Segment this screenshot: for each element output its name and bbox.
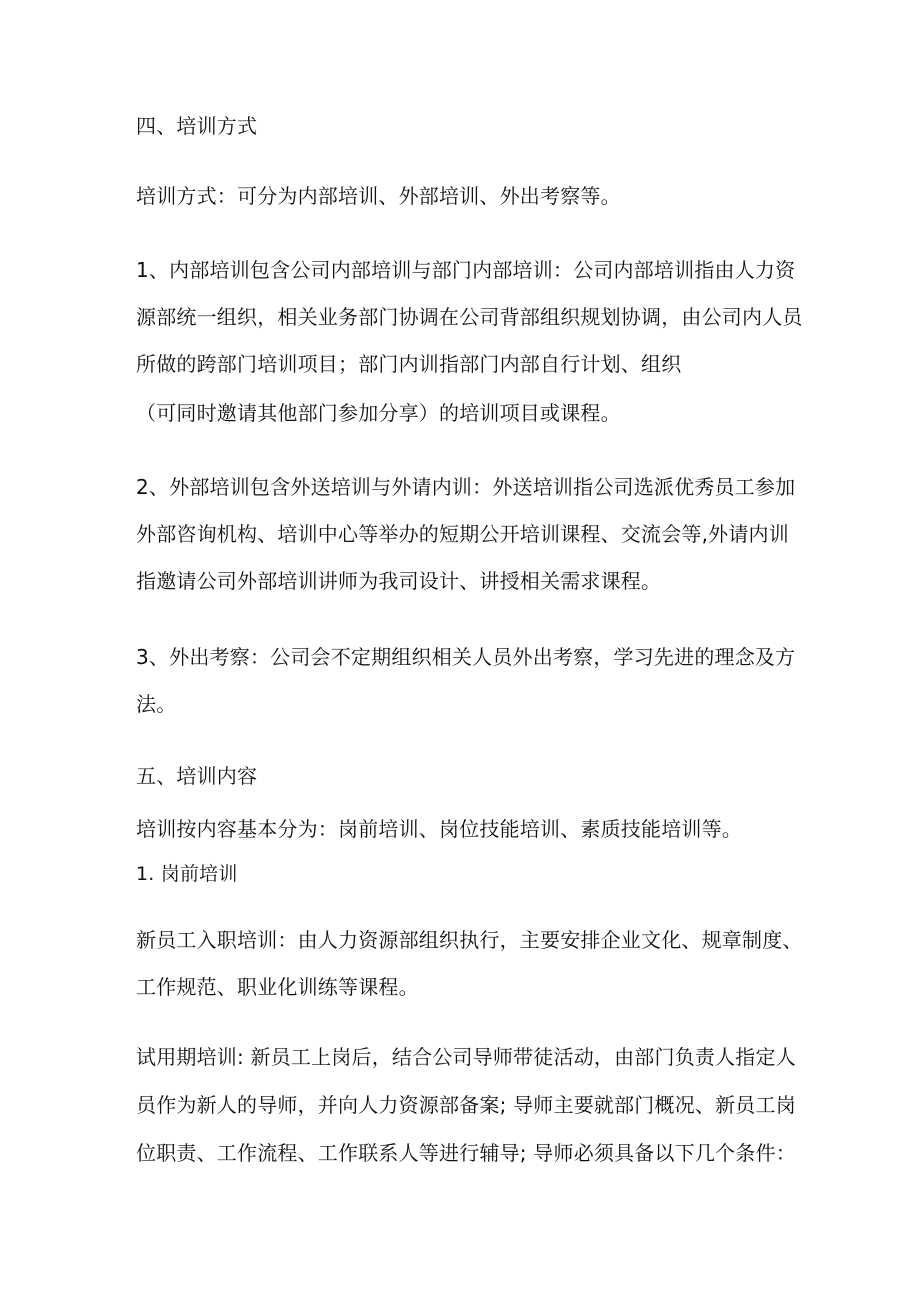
new-employee-line-2: 工作规范、职业化训练等课程。 [136,975,419,999]
section-5-intro: 培训按内容基本分为：岗前培训、岗位技能培训、素质技能培训等。 [136,817,742,841]
item-1-line-1: 1、内部培训包含公司内部培训与部门内部培训：公司内部培训指由人力资 [136,258,796,282]
section-4-heading: 四、培训方式 [136,114,258,138]
item-3-line-2: 法。 [136,692,177,716]
subsection-1-heading: 1. 岗前培训 [136,863,238,885]
item-2-line-1: 2、外部培训包含外送培训与外请内训：外送培训指公司选派优秀员工参加 [136,475,796,499]
item-1-line-2: 源部统一组织，相关业务部门协调在公司背部组织规划协调，由公司内人员 [136,305,803,329]
new-employee-line-1: 新员工入职培训：由人力资源部组织执行，主要安排企业文化、规章制度、 [136,928,803,952]
probation-line-2: 员作为新人的导师，并向人力资源部备案; 导师主要就部门概况、新员工岗 [136,1093,796,1117]
probation-line-3: 位职责、工作流程、工作联系人等进行辅导; 导师必须具备以下几个条件： [136,1141,796,1165]
item-3-line-1: 3、外出考察：公司会不定期组织相关人员外出考察，学习先进的理念及方 [136,645,796,669]
section-4-intro: 培训方式：可分为内部培训、外部培训、外出考察等。 [136,184,621,208]
probation-line-1: 试用期培训: 新员工上岗后，结合公司导师带徒活动，由部门负责人指定人 [136,1045,796,1069]
item-2-line-2: 外部咨询机构、培训中心等举办的短期公开培训课程、交流会等,外请内训 [136,522,789,546]
item-1-line-3: 所做的跨部门培训项目；部门内训指部门内部自行计划、组织 [136,352,682,376]
item-2-line-3: 指邀请公司外部培训讲师为我司设计、讲授相关需求课程。 [136,569,662,593]
section-5-heading: 五、培训内容 [136,764,258,788]
item-1-line-4: （可同时邀请其他部门参加分享）的培训项目或课程。 [136,401,621,425]
